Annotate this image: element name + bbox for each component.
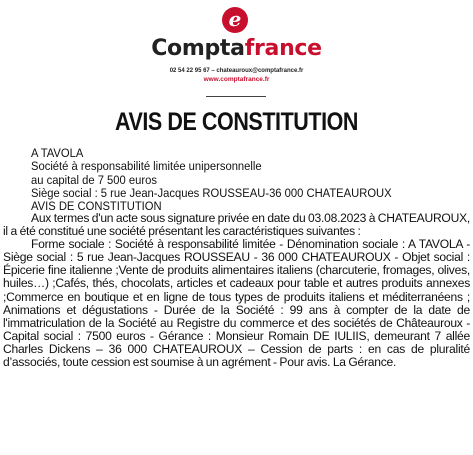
brand-name-part1: Compta — [151, 36, 245, 61]
company-header — [31, 147, 417, 213]
contact-line: 02 54 22 95 67 – chateauroux@comptafrance.fr — [169, 68, 304, 74]
company-name: A TAVOLA — [31, 146, 84, 160]
company-capital: au capital de 7 500 euros — [31, 172, 157, 187]
divider — [206, 96, 266, 97]
notice-body — [3, 212, 470, 369]
logo-mark-icon — [222, 7, 248, 33]
body-paragraph-1: Aux termes d'un acte sous signature privée en date du 03.08.2023 à CHATEAUROUX, il a été constitué une société présentant les caractéristiques suivantes : — [3, 211, 470, 239]
brand-name — [0, 36, 473, 62]
website-line: www.comptafrance.fr — [203, 76, 270, 83]
logo-mark-letter: e — [228, 7, 242, 31]
company-form: Société à responsabilité limitée unipersonnelle — [31, 159, 262, 174]
notice-subtitle: AVIS DE CONSTITUTION — [31, 199, 162, 214]
brand-name-part2: france — [244, 36, 322, 61]
notice-title: AVIS DE CONSTITUTION — [114, 108, 359, 136]
body-paragraph-2: Forme sociale : Société à responsabilité limitée - Dénomination sociale : A TAVOLA - Siège social : 5 rue Jean-Jacques ROUSSEAU - 36 000 CHATEAUROUX - Objet social : Épicerie fine italienne ;Vente de produits alimentaires italiens (charcuterie, fromages, olives, huiles…) ;Cafés, thés, chocolats, articles et cadeaux pour table et autres produits annexes ;Commerce en boutique et en ligne de tous types de produits italiens et méditerranéens ; Animations et dégustations - Durée de la Société : 99 ans à compter de la date de l'immatriculation de la Société au Registre du commerce et des sociétés de Châteauroux - Capital social : 7500 euros - Gérance : Monsieur Romain DE IULIIS, demeurant 7 allée Charles Dickens – 36 000 CHATEAUROUX – Cession de parts : en cas de pluralité d’associés, toute cession est soumise à un agrément - Pour avis. La Gérance. — [3, 237, 470, 370]
publisher-logo — [0, 0, 473, 110]
company-seat: Siège social : 5 rue Jean-Jacques ROUSSEAU-36 000 CHATEAUROUX — [31, 185, 392, 200]
